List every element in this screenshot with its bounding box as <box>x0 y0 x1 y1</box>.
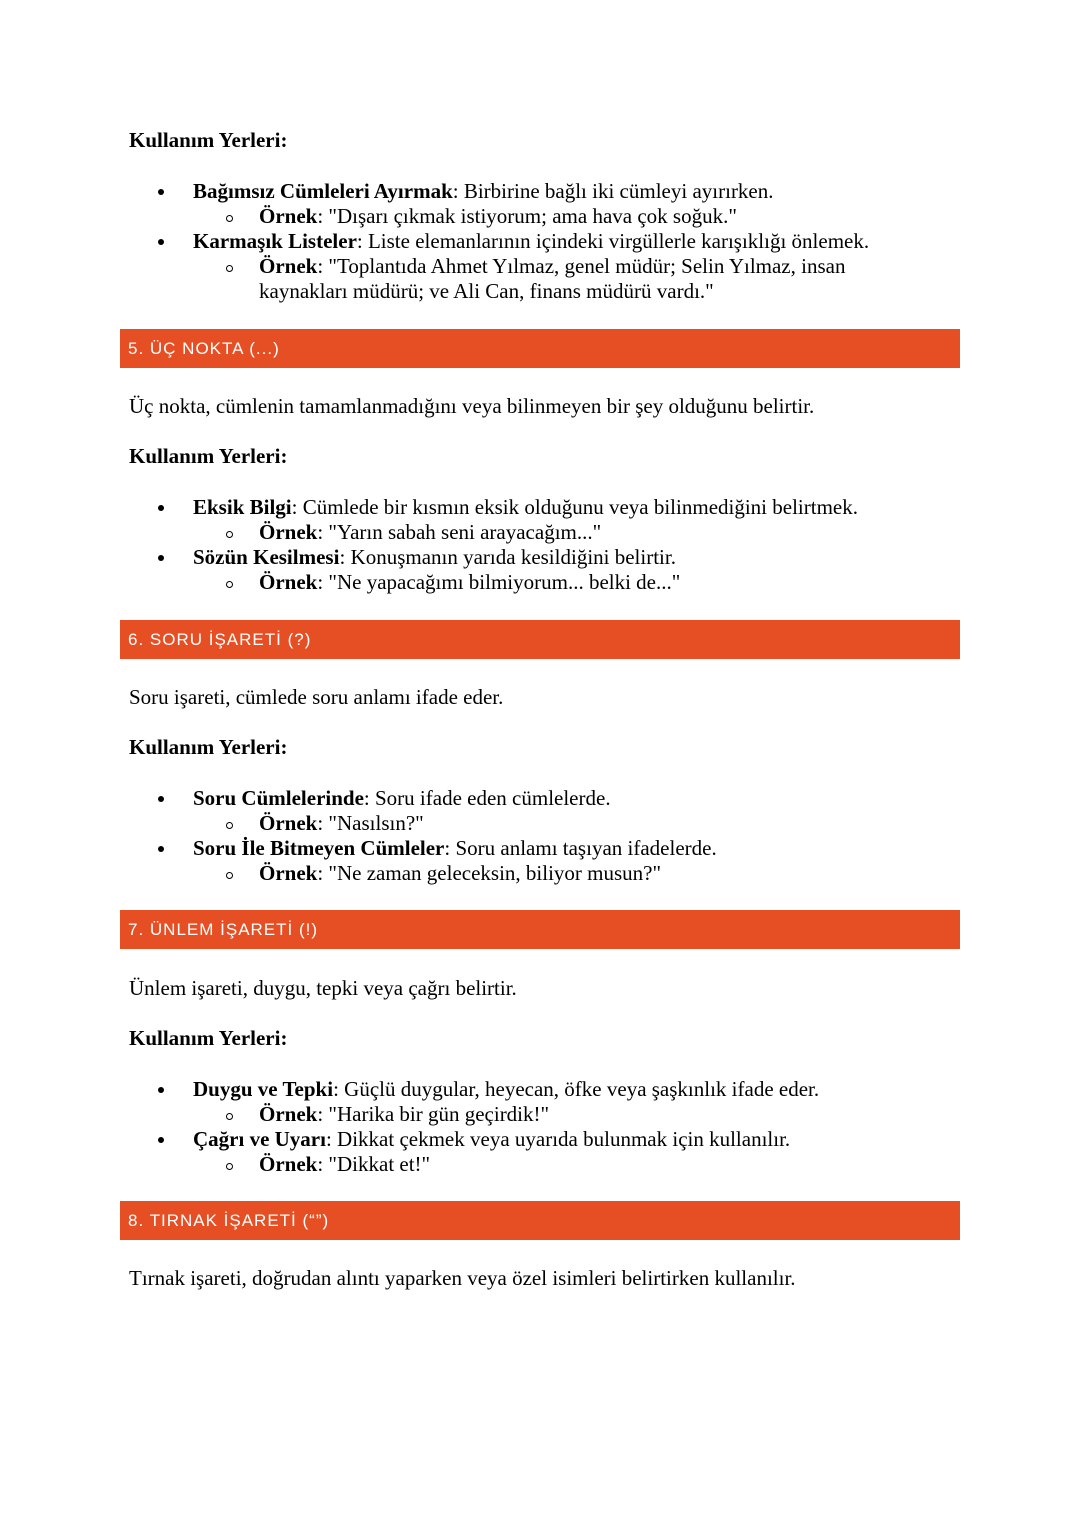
example-item <box>129 520 959 545</box>
list-item <box>129 545 959 570</box>
example-item <box>129 811 959 836</box>
example-label: Örnek <box>259 570 318 594</box>
section-description: Üç nokta, cümlenin tamamlanmadığını veya bilinmeyen bir şey olduğunu belirtir. <box>129 394 815 418</box>
example-item <box>129 1152 959 1177</box>
item-description: : Güçlü duygular, heyecan, öfke veya şaşkınlık ifade eder. <box>333 1077 820 1101</box>
example-text: : "Yarın sabah seni arayacağım..." <box>317 520 602 544</box>
item-description: : Soru anlamı taşıyan ifadelerde. <box>444 836 717 860</box>
example-label: Örnek <box>259 811 318 835</box>
example-label: Örnek <box>259 520 318 544</box>
usage-list <box>129 1077 959 1177</box>
item-description: : Konuşmanın yarıda kesildiğini belirtir. <box>339 545 676 569</box>
example-text: : "Dışarı çıkmak istiyorum; ama hava çok soğuk." <box>317 204 737 228</box>
usage-label: Kullanım Yerleri: <box>129 128 288 152</box>
item-description: : Dikkat çekmek veya uyarıda bulunmak için kullanılır. <box>325 1127 791 1151</box>
usage-list <box>129 179 959 304</box>
item-term: Soru İle Bitmeyen Cümleler <box>193 836 445 860</box>
example-label: Örnek <box>259 861 318 885</box>
usage-label: Kullanım Yerleri: <box>129 1026 288 1050</box>
section-description: Ünlem işareti, duygu, tepki veya çağrı belirtir. <box>129 976 517 1000</box>
section-heading: 8. TIRNAK İŞARETİ (“”) <box>120 1201 960 1240</box>
example-text: : "Toplantıda Ahmet Yılmaz, genel müdür; Selin Yılmaz, insan kaynakları müdürü; ve Ali Can, finans müdürü vardı." <box>259 254 846 303</box>
example-text: : "Nasılsın?" <box>317 811 424 835</box>
example-label: Örnek <box>259 204 318 228</box>
list-item <box>129 179 959 204</box>
example-item <box>129 254 959 304</box>
list-item <box>129 229 959 254</box>
example-item <box>129 861 959 886</box>
item-description: : Liste elemanlarının içindeki virgüllerle karışıklığı önlemek. <box>356 229 870 253</box>
item-term: Duygu ve Tepki <box>193 1077 334 1101</box>
example-label: Örnek <box>259 1102 318 1126</box>
list-item <box>129 836 959 861</box>
section-heading: 7. ÜNLEM İŞARETİ (!) <box>120 910 960 949</box>
item-term: Bağımsız Cümleleri Ayırmak <box>193 179 453 203</box>
item-term: Çağrı ve Uyarı <box>193 1127 326 1151</box>
example-item <box>129 204 959 229</box>
item-description: : Birbirine bağlı iki cümleyi ayırırken. <box>452 179 774 203</box>
list-item <box>129 1127 959 1152</box>
item-term: Soru Cümlelerinde <box>193 786 364 810</box>
example-text: : "Dikkat et!" <box>317 1152 431 1176</box>
example-item <box>129 1102 959 1127</box>
item-description: : Cümlede bir kısmın eksik olduğunu veya bilinmediğini belirtmek. <box>291 495 858 519</box>
list-item <box>129 786 959 811</box>
example-item <box>129 570 959 595</box>
section-description: Tırnak işareti, doğrudan alıntı yaparken veya özel isimleri belirtirken kullanılır. <box>129 1266 796 1290</box>
usage-list <box>129 495 959 595</box>
section-description: Soru işareti, cümlede soru anlamı ifade eder. <box>129 685 504 709</box>
section-heading: 5. ÜÇ NOKTA (...) <box>120 329 960 368</box>
usage-label: Kullanım Yerleri: <box>129 735 288 759</box>
usage-label: Kullanım Yerleri: <box>129 444 288 468</box>
example-text: : "Ne yapacağımı bilmiyorum... belki de..." <box>317 570 681 594</box>
section-heading: 6. SORU İŞARETİ (?) <box>120 620 960 659</box>
example-label: Örnek <box>259 1152 318 1176</box>
example-label: Örnek <box>259 254 318 278</box>
item-description: : Soru ifade eden cümlelerde. <box>363 786 611 810</box>
example-text: : "Harika bir gün geçirdik!" <box>317 1102 550 1126</box>
list-item <box>129 495 959 520</box>
item-term: Karmaşık Listeler <box>193 229 357 253</box>
list-item <box>129 1077 959 1102</box>
usage-list <box>129 786 959 886</box>
item-term: Eksik Bilgi <box>193 495 292 519</box>
item-term: Sözün Kesilmesi <box>193 545 340 569</box>
example-text: : "Ne zaman geleceksin, biliyor musun?" <box>317 861 662 885</box>
